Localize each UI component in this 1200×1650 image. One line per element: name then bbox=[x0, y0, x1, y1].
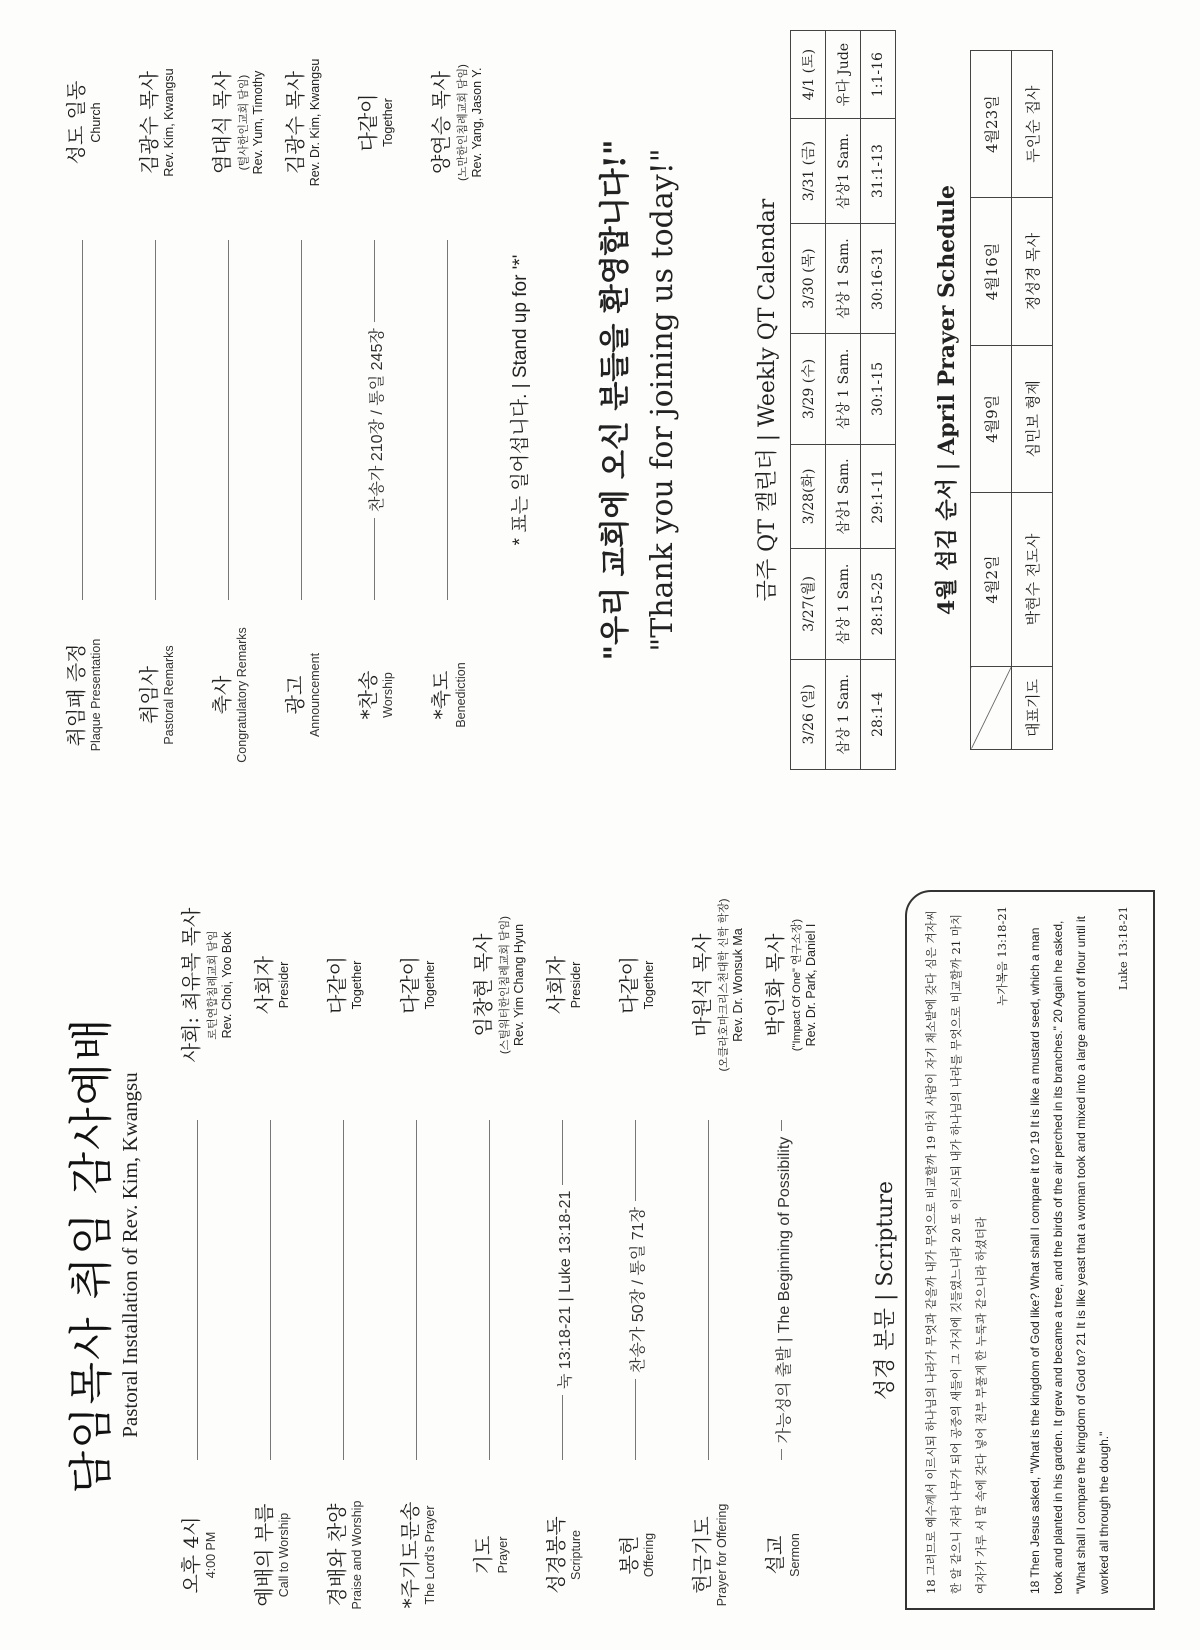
leader-line bbox=[270, 1120, 271, 1460]
leader-name-en: Rev. Yum, Timothy bbox=[251, 70, 265, 175]
service-item-en: Pastoral Remarks bbox=[162, 645, 176, 745]
scripture-korean-ref: 누가복음 13:18-21 bbox=[995, 906, 1009, 1006]
service-item bbox=[686, 1470, 729, 1640]
service-item bbox=[540, 1470, 583, 1640]
service-item-en: Call to Worship bbox=[277, 1512, 291, 1598]
service-item-en: Praise and Worship bbox=[350, 1500, 364, 1610]
service-row bbox=[321, 860, 391, 1650]
qt-verse-cell: 29:1-11 bbox=[861, 444, 896, 549]
service-item-en: Congratulatory Remarks bbox=[235, 627, 249, 763]
qt-verse-cell: 30:1-15 bbox=[861, 334, 896, 444]
service-leader bbox=[175, 865, 234, 1105]
qt-day-cell: 3/27(월) bbox=[791, 549, 826, 659]
qt-day-cell: 3/26 (일) bbox=[791, 659, 826, 769]
service-leader bbox=[248, 865, 291, 1105]
service-item-ko: *주기도문송 bbox=[398, 1501, 422, 1609]
leader-name-en: Rev. Yang, Jason Y. bbox=[470, 67, 484, 178]
service-row bbox=[425, 10, 495, 790]
qt-calendar-title: 금주 QT 캘린더 | Weekly QT Calendar bbox=[755, 198, 780, 602]
service-row bbox=[279, 10, 349, 790]
prayer-schedule-table bbox=[970, 50, 1053, 750]
service-row bbox=[759, 860, 829, 1650]
left-panel bbox=[0, 860, 1200, 1650]
service-leader bbox=[467, 865, 526, 1105]
leader-name-ko: 성도 일동 bbox=[64, 80, 88, 165]
prayer-person-cell: 정성경 목사 bbox=[1012, 198, 1053, 345]
leader-line bbox=[155, 240, 156, 600]
service-item-en: Benediction bbox=[454, 662, 468, 728]
prayer-dates-row bbox=[971, 51, 1012, 750]
scripture-english-ref: Luke 13:18-21 bbox=[1116, 906, 1130, 991]
service-item-en: Prayer for Offering bbox=[715, 1503, 729, 1607]
service-item-ko: 경배와 찬양 bbox=[325, 1503, 349, 1607]
service-row bbox=[352, 10, 422, 790]
service-row bbox=[248, 860, 318, 1650]
leader-name-en: Together bbox=[350, 960, 364, 1010]
prayer-person-cell: 박현수 전도사 bbox=[1012, 493, 1053, 667]
leader-note: (스틸워터한인침례교회 담임) bbox=[499, 916, 511, 1054]
leader-name-en: Presider bbox=[277, 961, 291, 1009]
leader-line bbox=[228, 240, 229, 600]
leader-name-ko: 박인화 목사 bbox=[763, 933, 787, 1037]
service-item-en: Offering bbox=[642, 1532, 656, 1578]
qt-book-cell: 삼상 1 Sam. bbox=[826, 223, 861, 333]
service-leader bbox=[321, 865, 364, 1105]
service-item-ko: 축사 bbox=[210, 675, 234, 715]
qt-verse-cell: 28:15-25 bbox=[861, 549, 896, 659]
qt-book-cell: 유다 Jude bbox=[826, 31, 861, 119]
leader-name-ko: 다같이 bbox=[356, 93, 380, 152]
qt-day-cell: 3/29 (수) bbox=[791, 334, 826, 444]
service-row bbox=[206, 10, 276, 790]
leader-line bbox=[343, 1120, 344, 1460]
service-item-ko: 취임사 bbox=[137, 666, 161, 724]
service-leader bbox=[60, 15, 103, 230]
leader-line bbox=[489, 1120, 490, 1460]
service-item-en: Scripture bbox=[569, 1529, 583, 1581]
service-item-ko: 예배의 부름 bbox=[252, 1503, 276, 1607]
service-leader bbox=[133, 15, 176, 230]
service-leader bbox=[540, 865, 583, 1105]
qt-verse-cell: 1:1-16 bbox=[861, 31, 896, 119]
scripture-heading: 성경 본문 | Scripture bbox=[873, 1181, 898, 1400]
prayer-date-cell: 4월16일 bbox=[971, 198, 1012, 345]
leader-name-ko: 김광수 목사 bbox=[137, 71, 161, 174]
leader-line bbox=[708, 1120, 709, 1460]
table-corner bbox=[971, 667, 1012, 750]
service-item bbox=[352, 610, 395, 780]
leader-name-en: Together bbox=[642, 960, 656, 1010]
leader-name-en: Rev. Yim Chang Hyun bbox=[512, 923, 526, 1047]
service-item bbox=[206, 610, 249, 780]
welcome-english: "Thank you for joining us today!" bbox=[645, 148, 680, 652]
qt-book-cell: 삼상1 Sam. bbox=[826, 119, 861, 224]
service-item bbox=[425, 610, 468, 780]
service-item-en: 4:00 PM bbox=[204, 1531, 218, 1579]
leader-name-ko: 마원석 목사 bbox=[690, 933, 714, 1037]
service-item-en: Sermon bbox=[788, 1533, 802, 1577]
scripture-english: 18 Then Jesus asked, "What is the kingdom of God like? What shall I compare it to? 19 It is like a mustard seed, which a man took and planted in his garden. It grew and became a tree, and the birds of the air perched in its branches." 20 Again he asked, "What shall I compare the kingdom of God to? 21 It is like yeast that a woman took and mixed into a large amount of flour until it worked all through the dough." bbox=[1028, 916, 1111, 1594]
service-item bbox=[175, 1470, 218, 1640]
qt-verse-cell: 28:1-4 bbox=[861, 659, 896, 769]
qt-calendar-table bbox=[790, 30, 896, 770]
leader-name-en: Church bbox=[89, 102, 103, 143]
service-item-en: Worship bbox=[381, 672, 395, 718]
leader-name-ko: 염대식 목사 bbox=[210, 71, 234, 174]
leader-name-en: Rev. Choi, Yoo Bok bbox=[220, 931, 234, 1039]
service-leader bbox=[613, 865, 656, 1105]
prayer-person-cell: 심민보 형제 bbox=[1012, 345, 1053, 492]
page-subtitle: Pastoral Installation of Rev. Kim, Kwangsu bbox=[118, 1072, 142, 1438]
leader-note: 로턴연합침례교회 담임 bbox=[207, 930, 219, 1040]
qt-books-row bbox=[826, 31, 861, 770]
service-detail: 가능성의 출발 | The Beginning of Possibility bbox=[771, 1131, 794, 1450]
leader-name-ko: 임창현 목사 bbox=[471, 933, 495, 1037]
leader-note: (노만한인침례교회 담임) bbox=[457, 64, 469, 181]
qt-day-cell: 4/1 (토) bbox=[791, 31, 826, 119]
service-item bbox=[248, 1470, 291, 1640]
leader-name-en: Presider bbox=[569, 961, 583, 1009]
service-item-ko: 취임패 증정 bbox=[64, 643, 88, 747]
service-item-ko: 기도 bbox=[471, 1535, 495, 1575]
qt-verses-row bbox=[861, 31, 896, 770]
leader-line bbox=[197, 1120, 198, 1460]
service-row bbox=[686, 860, 756, 1650]
leader-line bbox=[82, 240, 83, 600]
qt-verse-cell: 31:1-13 bbox=[861, 119, 896, 224]
service-item-ko: 성경봉독 bbox=[544, 1516, 568, 1594]
service-leader bbox=[686, 865, 745, 1105]
leader-note: ("Impact Of One" 연구소장) bbox=[791, 918, 803, 1052]
service-item-ko: 광고 bbox=[283, 675, 307, 715]
service-leader bbox=[425, 15, 484, 230]
leader-name-en: Rev. Dr. Kim, Kwangsu bbox=[308, 58, 322, 187]
prayer-people-row bbox=[1012, 51, 1053, 750]
service-row bbox=[60, 10, 130, 790]
service-leader bbox=[279, 15, 322, 230]
service-row bbox=[467, 860, 537, 1650]
prayer-row-label: 대표기도 bbox=[1012, 667, 1053, 750]
service-item-ko: 봉헌 bbox=[617, 1535, 641, 1575]
qt-days-row bbox=[791, 31, 826, 770]
service-row bbox=[175, 860, 245, 1650]
scripture-korean: 18 그러므로 예수께서 이르시되 하나님의 나라가 무엇과 같을까 내가 무엇으로 비교할까 19 마치 사람이 자기 채소밭에 갖다 심은 겨자씨 한 알 같으니 자라 나무가 되어 공중의 새들이 그 가지에 깃들였느니라 20 또 이르시되 내가 하나님의 나라를 무엇으로 비교할까 21 마치 여자가 가루 서 말 속에 갖다 넣어 전부 부풀게 한 누룩과 같으니라 하셨더라 bbox=[924, 910, 988, 1594]
qt-book-cell: 삼상 1 Sam. bbox=[826, 549, 861, 659]
right-panel bbox=[0, 10, 1200, 790]
service-row bbox=[133, 10, 203, 790]
service-item-ko: *찬송 bbox=[356, 670, 380, 720]
qt-day-cell: 3/30 (목) bbox=[791, 223, 826, 333]
welcome-korean: "우리 교회에 오신 분들을 환영합니다!" bbox=[598, 139, 633, 661]
qt-book-cell: 삼상1 Sam. bbox=[826, 444, 861, 549]
stand-note: * 표는 일어섭니다. | Stand up for '*' bbox=[510, 254, 531, 546]
leader-name-ko: 양연승 목사 bbox=[429, 71, 453, 174]
service-leader bbox=[352, 15, 395, 230]
leader-name-ko: 다같이 bbox=[617, 956, 641, 1014]
prayer-date-cell: 4월9일 bbox=[971, 345, 1012, 492]
service-item-ko: 설교 bbox=[763, 1535, 787, 1575]
service-item bbox=[60, 610, 103, 780]
leader-name-ko: 다같이 bbox=[398, 956, 422, 1014]
service-leader bbox=[206, 15, 265, 230]
service-item bbox=[279, 610, 322, 780]
leader-name-ko: 사회: 최유복 목사 bbox=[179, 907, 203, 1063]
service-detail: 찬송가 50장 / 통일 71장 bbox=[625, 1201, 648, 1379]
qt-book-cell: 삼상 1 Sam. bbox=[826, 659, 861, 769]
service-item bbox=[133, 610, 176, 780]
prayer-person-cell: 두인순 집사 bbox=[1012, 51, 1053, 198]
service-detail: 눅 13:18-21 | Luke 13:18-21 bbox=[552, 1185, 575, 1395]
service-item bbox=[613, 1470, 656, 1640]
service-item-ko: *축도 bbox=[429, 670, 453, 720]
leader-name-en: Rev. Dr. Park, Daniel I bbox=[804, 923, 818, 1047]
service-detail: 찬송가 210장 / 통일 245장 bbox=[364, 322, 387, 518]
service-row bbox=[613, 860, 683, 1650]
service-item-ko: 오후 4시 bbox=[179, 1516, 203, 1594]
leader-name-ko: 다같이 bbox=[325, 956, 349, 1014]
qt-day-cell: 3/28(화) bbox=[791, 444, 826, 549]
service-row bbox=[540, 860, 610, 1650]
service-item bbox=[321, 1470, 364, 1640]
leader-line bbox=[301, 240, 302, 600]
leader-name-en: Together bbox=[381, 98, 395, 147]
service-item-en: Plaque Presentation bbox=[89, 638, 103, 752]
leader-name-ko: 김광수 목사 bbox=[283, 71, 307, 174]
service-row bbox=[394, 860, 464, 1650]
leader-note: (털사한인교회 담임) bbox=[238, 74, 250, 171]
prayer-date-cell: 4월23일 bbox=[971, 51, 1012, 198]
service-item-en: Prayer bbox=[496, 1536, 510, 1574]
leader-name-ko: 사회자 bbox=[252, 956, 276, 1014]
service-item-en: The Lord's Prayer bbox=[423, 1505, 437, 1605]
service-item bbox=[467, 1470, 510, 1640]
leader-line bbox=[447, 240, 448, 600]
qt-book-cell: 삼상 1 Sam. bbox=[826, 334, 861, 444]
leader-name-en: Rev. Dr. Wonsuk Ma bbox=[731, 928, 745, 1042]
service-leader bbox=[394, 865, 437, 1105]
scripture-box bbox=[905, 890, 1155, 1610]
leader-name-en: Together bbox=[423, 960, 437, 1010]
leader-line bbox=[416, 1120, 417, 1460]
page-title: 담임목사 취임 감사예배 bbox=[66, 1016, 117, 1494]
leader-note: (오클라호마크리스천대학 신학 학장) bbox=[718, 898, 730, 1072]
service-leader bbox=[759, 865, 818, 1105]
prayer-date-cell: 4월2일 bbox=[971, 493, 1012, 667]
qt-verse-cell: 30:16-31 bbox=[861, 223, 896, 333]
leader-name-en: Rev. Kim, Kwangsu bbox=[162, 68, 176, 177]
leader-name-ko: 사회자 bbox=[544, 956, 568, 1014]
service-item-en: Announcement bbox=[308, 652, 322, 738]
qt-day-cell: 3/31 (금) bbox=[791, 119, 826, 224]
service-item bbox=[759, 1470, 802, 1640]
service-item bbox=[394, 1470, 437, 1640]
prayer-schedule-title: 4월 섬김 순서 | April Prayer Schedule bbox=[934, 184, 960, 616]
service-item-ko: 헌금기도 bbox=[690, 1516, 714, 1594]
